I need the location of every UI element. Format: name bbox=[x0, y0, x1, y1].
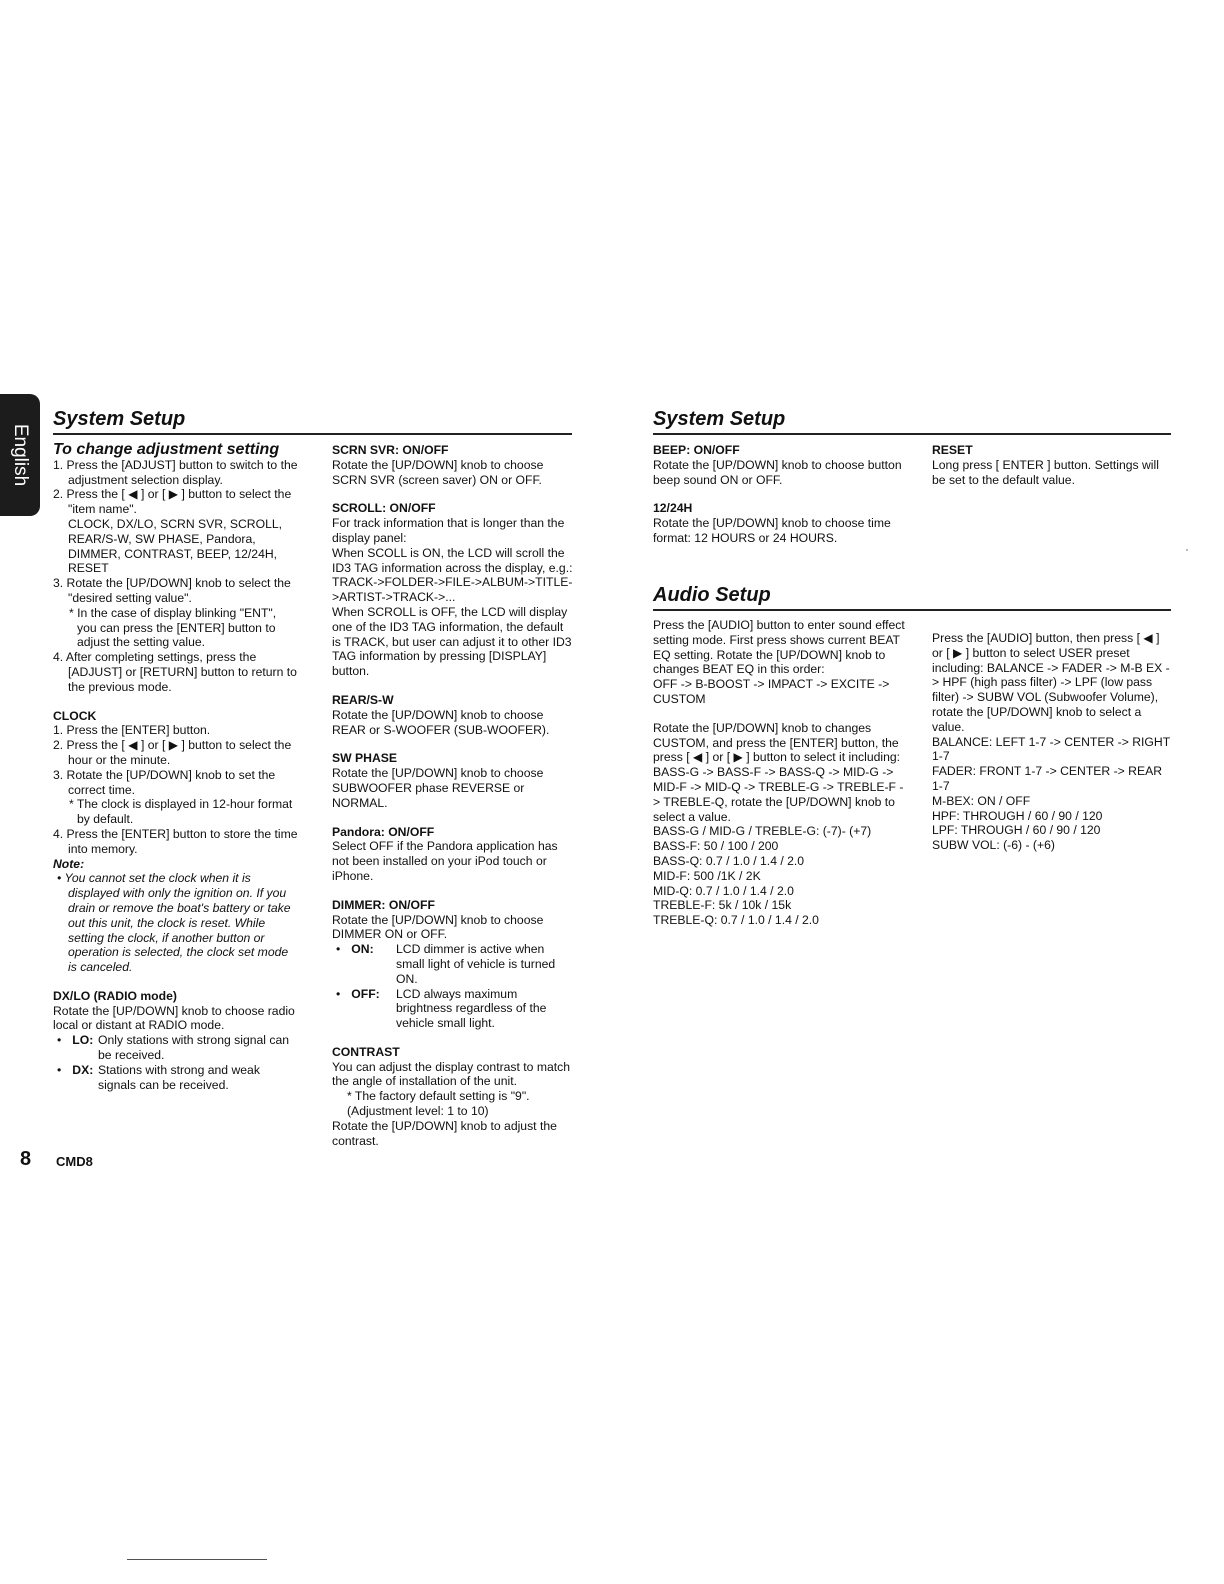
clock-heading: CLOCK bbox=[53, 708, 97, 723]
audio-value-line: MID-F: 500 /1K / 2K bbox=[653, 868, 761, 883]
dimmer-off-item: • OFF: LCD always maximum brightness regardless of the vehicle small light. bbox=[332, 987, 573, 1031]
scroll-text-1: For track information that is longer than the display panel: bbox=[332, 516, 565, 545]
scrn-svr-text: Rotate the [UP/DOWN] knob to choose SCRN SVR (screen saver) ON or OFF. bbox=[332, 457, 544, 487]
scan-speck bbox=[1186, 549, 1188, 551]
12-24h-text: Rotate the [UP/DOWN] knob to choose time format: 12 HOURS or 24 HOURS. bbox=[653, 516, 891, 545]
contrast-heading: CONTRAST bbox=[332, 1044, 400, 1059]
adjust-step-3: 3. Rotate the [UP/DOWN] knob to select the "desired setting value". bbox=[53, 576, 291, 605]
adjust-step-4: 4. After completing settings, press the [ADJUST] or [RETURN] button to return to the previous mode. bbox=[53, 650, 297, 694]
user-value-line: FADER: FRONT 1-7 -> CENTER -> REAR 1-7 bbox=[932, 764, 1163, 793]
user-value-line: BALANCE: LEFT 1-7 -> CENTER -> RIGHT 1-7 bbox=[932, 734, 1170, 764]
right-column-1-system bbox=[653, 443, 905, 546]
clock-note-text: • You cannot set the clock when it is displayed with only the ignition on. If you drain or remove the boat's battery or take out this unit, the clock is reset. While setting the clock, if another button or operation is selected, the clock set mode is canceled. bbox=[57, 871, 291, 975]
audio-column-2 bbox=[932, 631, 1172, 853]
clock-step-3-note: * The clock is displayed in 12-hour format by default. bbox=[69, 797, 293, 827]
contrast-text-2: * The factory default setting is "9". bbox=[347, 1089, 530, 1104]
left-column-2 bbox=[332, 443, 573, 1148]
right-page-title: System Setup bbox=[653, 408, 1171, 435]
language-side-tab bbox=[0, 394, 40, 516]
audio-column-1 bbox=[653, 618, 905, 928]
user-value-line: M-BEX: ON / OFF bbox=[932, 793, 1031, 808]
dimmer-on-item: • ON: LCD dimmer is active when small light of vehicle is turned ON. bbox=[332, 942, 573, 986]
sw-phase-text: Rotate the [UP/DOWN] knob to choose SUBWOOFER phase REVERSE or NORMAL. bbox=[332, 766, 544, 810]
clock-note-label: Note: bbox=[53, 856, 85, 871]
beep-text: Rotate the [UP/DOWN] knob to choose button beep sound ON or OFF. bbox=[653, 457, 902, 487]
left-column-1 bbox=[53, 443, 299, 1092]
rear-sw-heading: REAR/S-W bbox=[332, 692, 394, 707]
audio-text-1: Press the [AUDIO] button to enter sound effect setting mode. First press shows current BEAT EQ setting. Rotate the [UP/DOWN] knob to changes BEAT EQ in this order: bbox=[653, 618, 905, 677]
scrn-svr-heading: SCRN SVR: ON/OFF bbox=[332, 443, 449, 457]
audio-value-line: BASS-F: 50 / 100 / 200 bbox=[653, 839, 779, 854]
scroll-text-3: When SCROLL is OFF, the LCD will display one of the ID3 TAG information, the default is TRACK, but user can adjust it to other ID3 TAG information by pressing [DISPLAY] button. bbox=[332, 604, 572, 679]
audio-text-2: OFF -> B-BOOST -> IMPACT -> EXCITE -> CUSTOM bbox=[653, 677, 890, 706]
audio-text-3: Rotate the [UP/DOWN] knob to changes CUSTOM, and press the [ENTER] button, the press [ ◀ ] or [ ▶ ] button to select it including: BASS-G -> BASS-F -> BASS-Q -> MID-G -> MID-F -> MID-Q -> TREBLE-G -> TREBLE-F -> TREBLE-Q, rotate the [UP/DOWN] knob to select a value. bbox=[653, 720, 904, 824]
clock-step-2: 2. Press the [ ◀ ] or [ ▶ ] button to select the hour or the minute. bbox=[53, 738, 292, 767]
clock-step-3: 3. Rotate the [UP/DOWN] knob to set the correct time. bbox=[53, 767, 276, 797]
user-value-line: LPF: THROUGH / 60 / 90 / 120 bbox=[932, 823, 1101, 838]
language-label: English bbox=[10, 423, 31, 487]
audio-value-line: BASS-G / MID-G / TREBLE-G: (-7)- (+7) bbox=[653, 824, 872, 839]
audio-setup-title: Audio Setup bbox=[653, 584, 1171, 611]
beep-heading: BEEP: ON/OFF bbox=[653, 443, 740, 457]
reset-text: Long press [ ENTER ] button. Settings will be set to the default value. bbox=[932, 457, 1159, 487]
audio-value-line: MID-Q: 0.7 / 1.0 / 1.4 / 2.0 bbox=[653, 883, 794, 898]
dxlo-heading: DX/LO (RADIO mode) bbox=[53, 988, 177, 1003]
scroll-heading: SCROLL: ON/OFF bbox=[332, 501, 436, 516]
12-24h-heading: 12/24H bbox=[653, 501, 693, 516]
audio-value-line: TREBLE-Q: 0.7 / 1.0 / 1.4 / 2.0 bbox=[653, 913, 819, 928]
reset-heading: RESET bbox=[932, 443, 973, 457]
dimmer-text: Rotate the [UP/DOWN] knob to choose DIMMER ON or OFF. bbox=[332, 912, 544, 942]
adjustment-subtitle: To change adjustment setting bbox=[53, 441, 280, 458]
dxlo-lo-item: • LO: Only stations with strong signal can be received. bbox=[53, 1033, 299, 1063]
page-number: 8 bbox=[20, 1148, 32, 1170]
user-preset-text: Press the [AUDIO] button, then press [ ◀ ] or [ ▶ ] button to select USER preset including: BALANCE -> FADER -> M-B EX -> HPF (high pass filter) -> LPF (low pass filter) -> SUBW VOL (Subwoofer Volume), rotate the [UP/DOWN] knob to select a value. bbox=[932, 631, 1170, 734]
dimmer-heading: DIMMER: ON/OFF bbox=[332, 897, 435, 912]
pandora-text: Select OFF if the Pandora application has not been installed on your iPod touch or iPhone. bbox=[332, 839, 558, 883]
right-column-2-system bbox=[932, 443, 1172, 487]
contrast-text-1: You can adjust the display contrast to match the angle of installation of the unit. bbox=[332, 1059, 571, 1089]
left-page-title: System Setup bbox=[53, 408, 572, 435]
pandora-heading: Pandora: ON/OFF bbox=[332, 824, 435, 839]
dxlo-dx-item: • DX: Stations with strong and weak signals can be received. bbox=[53, 1063, 299, 1093]
scroll-text-2: When SCOLL is ON, the LCD will scroll the ID3 TAG information across the display, e.g.: TRACK->FOLDER->FILE->ALBUM->TITLE->ARTIST->TRACK->... bbox=[332, 545, 573, 605]
adjust-step-2: 2. Press the [ ◀ ] or [ ▶ ] button to select the "item name". bbox=[53, 487, 292, 517]
adjust-step-1: 1. Press the [ADJUST] button to switch to the adjustment selection display. bbox=[53, 457, 298, 487]
item-name-list: CLOCK, DX/LO, SCRN SVR, SCROLL, REAR/S-W, SW PHASE, Pandora, DIMMER, CONTRAST, BEEP, 12/24H, RESET bbox=[68, 516, 283, 576]
clock-step-4: 4. Press the [ENTER] button to store the time into memory. bbox=[53, 826, 298, 856]
adjust-step-3-note: * In the case of display blinking "ENT", you can press the [ENTER] button to adjust the setting value. bbox=[69, 605, 277, 650]
user-value-line: SUBW VOL: (-6) - (+6) bbox=[932, 838, 1055, 853]
dxlo-text: Rotate the [UP/DOWN] knob to choose radio local or distant at RADIO mode. bbox=[53, 1003, 295, 1033]
sw-phase-heading: SW PHASE bbox=[332, 751, 398, 766]
model-name: CMD8 bbox=[56, 1154, 93, 1169]
audio-value-line: TREBLE-F: 5k / 10k / 15k bbox=[653, 898, 792, 913]
rear-sw-text: Rotate the [UP/DOWN] knob to choose REAR or S-WOOFER (SUB-WOOFER). bbox=[332, 707, 550, 737]
audio-value-line: BASS-Q: 0.7 / 1.0 / 1.4 / 2.0 bbox=[653, 853, 805, 868]
clock-step-1: 1. Press the [ENTER] button. bbox=[53, 723, 211, 738]
contrast-text-4: Rotate the [UP/DOWN] knob to adjust the contrast. bbox=[332, 1118, 557, 1148]
contrast-text-3: (Adjustment level: 1 to 10) bbox=[347, 1104, 489, 1119]
link-underline bbox=[127, 1559, 267, 1560]
user-value-line: HPF: THROUGH / 60 / 90 / 120 bbox=[932, 808, 1103, 823]
